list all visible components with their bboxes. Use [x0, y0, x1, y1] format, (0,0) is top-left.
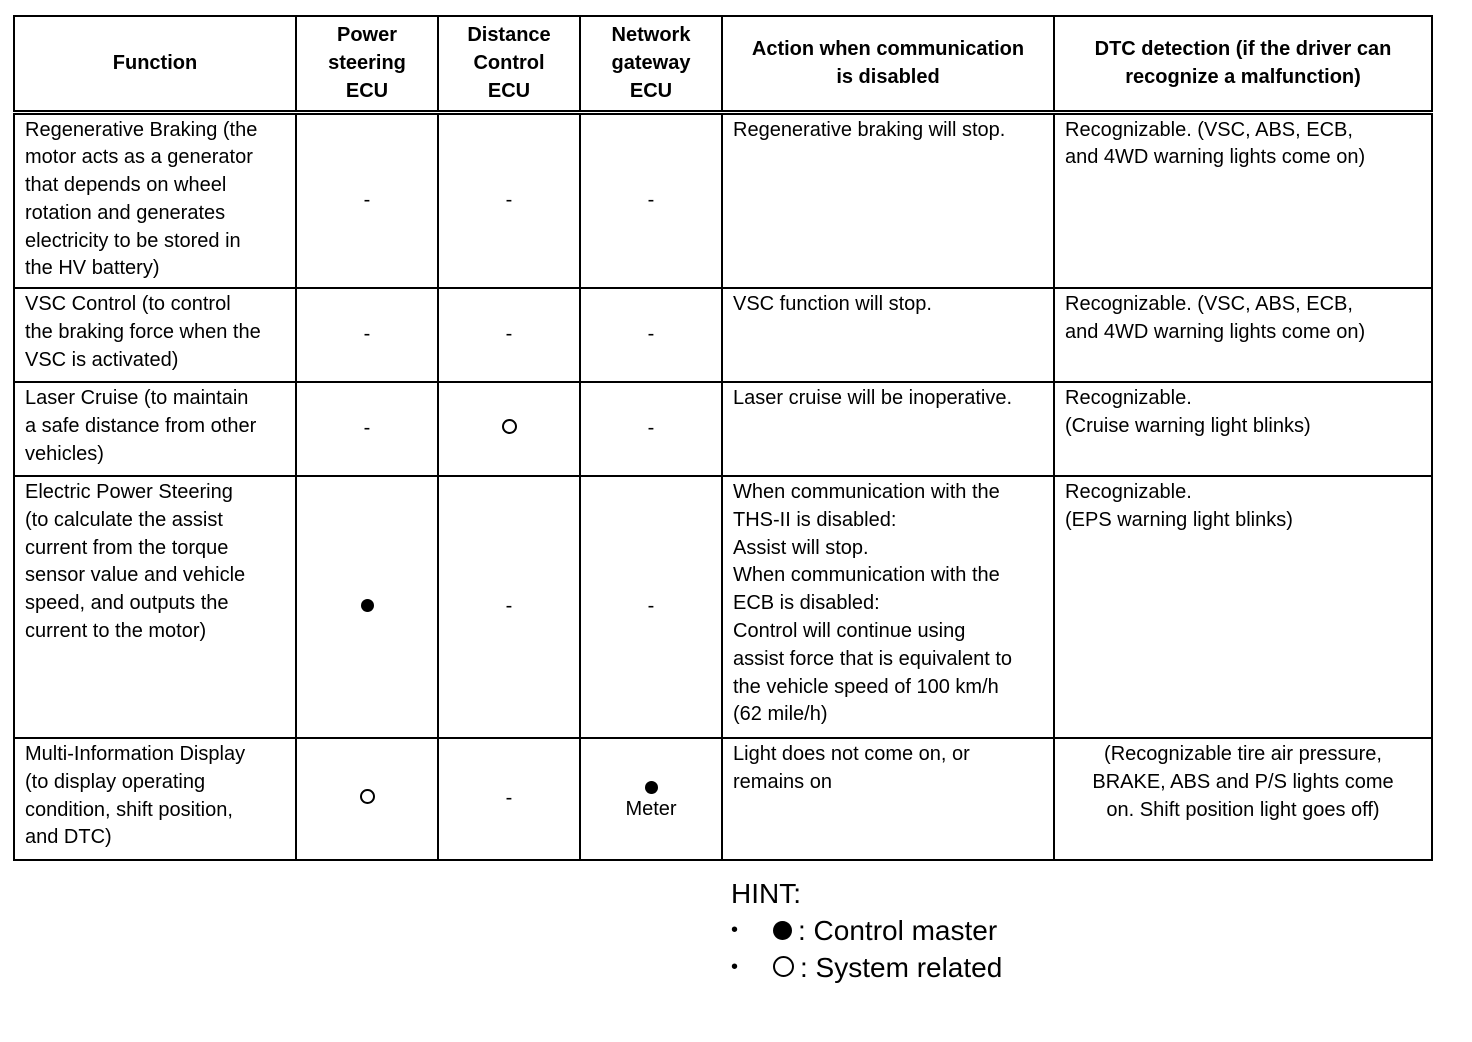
- dtc-text-line: (EPS warning light blinks): [1065, 508, 1293, 531]
- dtc-text-line: (Cruise warning light blinks): [1065, 414, 1311, 437]
- network-gateway-mark-cell: [580, 288, 722, 382]
- function-cell: [14, 382, 296, 476]
- function-cell: [14, 288, 296, 382]
- table-row: [14, 476, 1432, 738]
- action-text-line: When communication with the: [733, 564, 1000, 587]
- action-text-line: (62 mile/h): [733, 703, 828, 726]
- header-dtc-detection: DTC detection (if the driver can recognize a malfunction): [1054, 16, 1432, 112]
- action-cell: [722, 112, 1054, 288]
- action-cell: [722, 382, 1054, 476]
- power-steering-mark-cell: [296, 288, 438, 382]
- power-steering-mark-cell: [296, 382, 438, 476]
- action-text-line: THS-II is disabled:: [733, 508, 897, 531]
- power-steering-mark-cell: [296, 112, 438, 288]
- table-row: [14, 382, 1432, 476]
- bullet-icon: •: [731, 919, 739, 941]
- action-text-line: Regenerative braking will stop.: [733, 118, 1006, 141]
- function-text-line: Regenerative Braking (the: [25, 118, 258, 141]
- function-text-line: (to calculate the assist: [25, 508, 223, 531]
- function-text-line: VSC is activated): [25, 348, 179, 371]
- function-text-line: current from the torque: [25, 536, 229, 559]
- power-steering-mark-cell: [296, 476, 438, 738]
- dtc-text-line: and 4WD warning lights come on): [1065, 146, 1366, 169]
- dtc-text-line: Recognizable. (VSC, ABS, ECB,: [1065, 293, 1353, 315]
- power-steering-mark-cell: [296, 738, 438, 860]
- action-text-line: ECB is disabled:: [733, 592, 880, 615]
- action-text-line: Light does not come on, or: [733, 743, 970, 765]
- function-text-line: speed, and outputs the: [25, 592, 229, 615]
- open-circle-icon: [773, 956, 794, 977]
- dash-mark: -: [505, 323, 513, 346]
- header-action: Action when communication is disabled: [722, 16, 1054, 112]
- dash-mark: -: [505, 188, 513, 211]
- action-text-line: remains on: [733, 770, 832, 793]
- header-network-gateway-ecu: Network gateway ECU: [580, 16, 722, 112]
- header-power-steering-ecu: Power steering ECU: [296, 16, 438, 112]
- function-text-line: Multi-Information Display: [25, 743, 246, 765]
- function-text-line: motor acts as a generator: [25, 146, 253, 169]
- function-text-line: Electric Power Steering: [25, 481, 233, 503]
- function-text-line: (to display operating: [25, 770, 206, 793]
- function-text-line: a safe distance from other: [25, 414, 257, 437]
- distance-control-mark-cell: [438, 738, 580, 860]
- dtc-cell: [1054, 112, 1432, 288]
- hint-section: [731, 875, 1002, 986]
- dtc-text-line: Recognizable.: [1065, 387, 1192, 409]
- table-row: [14, 112, 1432, 288]
- distance-control-mark-cell: [438, 288, 580, 382]
- dtc-text-line: Recognizable. (VSC, ABS, ECB,: [1065, 118, 1353, 141]
- function-text-line: the HV battery): [25, 257, 160, 280]
- function-cell: [14, 738, 296, 860]
- distance-control-mark-cell: [438, 382, 580, 476]
- function-text-line: current to the motor): [25, 619, 207, 642]
- dtc-cell: [1054, 476, 1432, 738]
- dash-mark: -: [363, 188, 371, 211]
- hint-title: HINT:: [731, 878, 801, 909]
- header-function: Function: [14, 16, 296, 112]
- dtc-text-line: BRAKE, ABS and P/S lights come: [1092, 770, 1394, 793]
- function-text-line: condition, shift position,: [25, 798, 233, 821]
- action-text-line: Laser cruise will be inoperative.: [733, 387, 1013, 409]
- dash-mark: -: [505, 787, 513, 810]
- function-text-line: Laser Cruise (to maintain: [25, 387, 249, 409]
- dtc-text-line: Recognizable.: [1065, 481, 1192, 503]
- dtc-cell: [1054, 738, 1432, 860]
- dtc-text-line: on. Shift position light goes off): [1106, 798, 1380, 821]
- action-cell: [722, 476, 1054, 738]
- network-gateway-mark-cell: [580, 112, 722, 288]
- mark-sublabel: Meter: [625, 797, 677, 820]
- hint-item-system-related: [731, 949, 1002, 986]
- distance-control-mark-cell: [438, 112, 580, 288]
- dtc-text-line: and 4WD warning lights come on): [1065, 320, 1366, 343]
- dash-mark: -: [647, 595, 655, 618]
- ecu-function-table: [13, 15, 1433, 861]
- action-text-line: When communication with the: [733, 481, 1000, 503]
- dash-mark: -: [363, 417, 371, 440]
- table-row: [14, 288, 1432, 382]
- dash-mark: -: [647, 323, 655, 346]
- distance-control-mark-cell: [438, 476, 580, 738]
- hint-text: : Control master: [798, 915, 998, 946]
- action-text-line: VSC function will stop.: [733, 293, 932, 315]
- function-text-line: the braking force when the: [25, 320, 261, 343]
- network-gateway-mark-cell: [580, 476, 722, 738]
- hint-item-control-master: [731, 912, 1002, 949]
- action-cell: [722, 738, 1054, 860]
- dtc-text-line: (Recognizable tire air pressure,: [1104, 743, 1382, 765]
- action-text-line: Control will continue using: [733, 619, 966, 642]
- function-text-line: and DTC): [25, 826, 112, 849]
- bullet-icon: •: [731, 956, 739, 978]
- open-circle-icon: [502, 419, 517, 434]
- dash-mark: -: [505, 595, 513, 618]
- network-gateway-mark-cell: [580, 738, 722, 860]
- function-cell: [14, 112, 296, 288]
- header-distance-control-ecu: Distance Control ECU: [438, 16, 580, 112]
- dash-mark: -: [363, 323, 371, 346]
- filled-circle-icon: [773, 921, 792, 940]
- function-text-line: rotation and generates: [25, 201, 226, 224]
- function-cell: [14, 476, 296, 738]
- action-text-line: assist force that is equivalent to: [733, 647, 1013, 670]
- open-circle-icon: [360, 789, 375, 804]
- table-row: [14, 738, 1432, 860]
- function-text-line: vehicles): [25, 442, 104, 465]
- dash-mark: -: [647, 188, 655, 211]
- function-text-line: VSC Control (to control: [25, 293, 231, 315]
- dtc-cell: [1054, 288, 1432, 382]
- dash-mark: -: [647, 417, 655, 440]
- dtc-cell: [1054, 382, 1432, 476]
- filled-circle-icon: [645, 781, 658, 794]
- hint-text: : System related: [800, 952, 1003, 983]
- function-text-line: sensor value and vehicle: [25, 564, 246, 587]
- function-text-line: electricity to be stored in: [25, 229, 241, 252]
- action-text-line: Assist will stop.: [733, 536, 869, 559]
- filled-circle-icon: [361, 599, 374, 612]
- action-text-line: the vehicle speed of 100 km/h: [733, 675, 999, 698]
- header-row: [14, 16, 1432, 112]
- action-cell: [722, 288, 1054, 382]
- function-text-line: that depends on wheel: [25, 174, 227, 197]
- network-gateway-mark-cell: [580, 382, 722, 476]
